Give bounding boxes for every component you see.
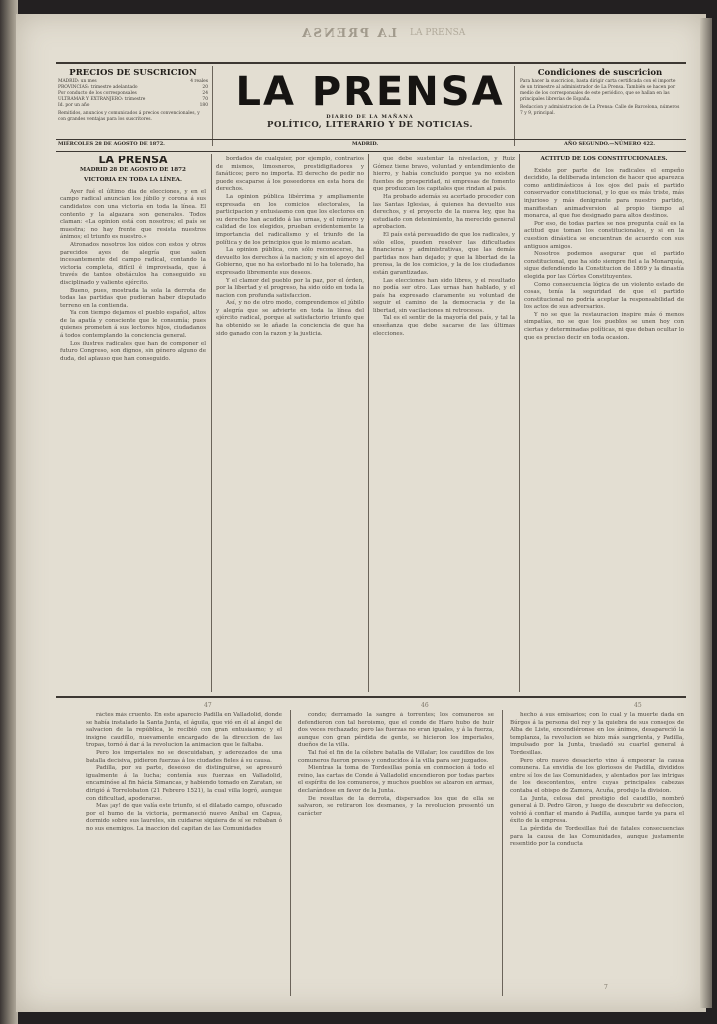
conditions-box xyxy=(520,70,680,117)
column-divider-1 xyxy=(211,154,212,692)
column-1-dateline: MADRID 28 DE AGOSTO DE 1872 xyxy=(80,166,186,173)
bleed-through-text-2: LA PRENSA xyxy=(410,28,466,38)
paragraph: Bueno, pues, mostrada la sola la derrota de todas las partidas que pudieran haber disputado terreno en la contienda. xyxy=(60,287,206,309)
price-value: 4 reales xyxy=(190,79,208,84)
paragraph: La opinion pública, con sólo reconocerse, ha devuelto los derechos á la nacion; y sin el apoyo del Gobierno, que no ha estorbado ni lo ha tolerado, ha expresado libremente sus deseos. xyxy=(216,247,364,276)
column-4-body xyxy=(524,168,684,343)
masthead-divider-right xyxy=(514,66,515,146)
paragraph: La pérdida de Tordesillas fué de fatales consecuencias para la causa de las Comunidades, aunque justamente resentido por la conducta xyxy=(510,825,684,848)
paragraph: Existe por parte de los radicales el empeño decidido, la deliberada intencion de hacer que aparezca como antidinásticos á los ojos del país el partido conservador constitucional, y lo que es más triste, más injurioso y más denigrante para nuestro partido, manifiestan animadversion al propio tiempo al monarca, al que fue designado para altos destinos. xyxy=(524,167,684,220)
paragraph: Nosotros podemos asegurar que el partido constitucional, que ha sido siempre fiel a la Monarquía, sigue defendiendo la Constitucion de 1869 y la dinastía elegida por las Córtes Constituyentes. xyxy=(524,251,684,280)
paragraph: La Junta, celosa del prestigio del caudillo, nombró general á D. Pedro Giron, y luego de descubrir su defeccion, volvió á confiar el mando á Padilla, aunque tarde ya para el éxito de la empresa. xyxy=(510,795,684,825)
page-marker-left: 47 xyxy=(204,702,212,709)
price-label: MADRID: un mes xyxy=(58,79,97,84)
newspaper-subtitle-small: DIARIO DE LA MAÑANA xyxy=(326,114,414,120)
paragraph: Tal es el sentir de la mayoría del país, y tal la enseñanza que debe sacarse de las últimas elecciones. xyxy=(373,315,515,337)
paragraph: Las elecciones han sido libres, y el resultado no podía ser otro. Las urnas han hablado, y el país ha expresado claramente su voluntad de seguir el camino de la democracia y de la libertad, sin vacilaciones ni retrocesos. xyxy=(373,277,515,314)
paragraph: Como consecuencia lógica de un violento estado de cosas, tenía la seguridad de que el partido constitucional no podría aceptar la responsabilidad de los actos de sus adversarios. xyxy=(524,281,684,311)
paragraph: bordados de cualquier, por ejemplo, contrarios de mismos, limosneros, prestidigitadores y fanáticos; pero no importa. El derecho de pedir no puede escaparse á los poseedores en esta hora de derechos. xyxy=(216,156,364,193)
paragraph: Los ilustres radicales que han de componer el futuro Congreso, son dignos, sin género alguno de duda, del aplauso que han conseguido. xyxy=(60,340,206,362)
paragraph: Y el clamor del pueblo por la paz, por el órden, por la libertad y el progreso, ha sido oído en toda la nacion con profunda satisfaccion. xyxy=(216,277,364,299)
date-rule-bottom xyxy=(56,151,686,152)
masthead xyxy=(52,64,688,150)
column-3-body xyxy=(373,156,515,338)
newspaper-title-block xyxy=(230,69,510,130)
paragraph: Tal fué el fin de la célebre batalla de Villalar; los caudillos de los comuneros fueron presos y conducidos á la villa para ser juzgados. xyxy=(298,749,494,764)
price-label: Por conducto de los corresponsales xyxy=(58,91,137,96)
column-4-heading: ACTITUD DE LOS CONSTITUCIONALES. xyxy=(540,156,668,162)
paragraph: Ha probado además su acertado proceder con las Santas Iglesias, á quienes ha devuelto sus derechos, y el proyecto de la nueva ley, que ha estudiado con detenimiento, ha merecido general aprobacion. xyxy=(373,193,515,231)
column-1-heading: VICTORIA EN TODA LA LÍNEA. xyxy=(84,177,182,184)
page-marker-right: 45 xyxy=(634,702,642,709)
paragraph: Y no se que la restauracion inspire más ó menos simpatías, no se que los pueblos se unen hoy con ciertas y determinadas políticas, ni que deban ocultar lo que es preciso decir en toda ocasion. xyxy=(524,311,684,341)
lower-column-1 xyxy=(86,712,282,994)
prices-note: Remitidos, anuncios y comunicados á precios convencionales, y con grandes ventajas para los suscritores. xyxy=(58,111,200,122)
issue-city: MADRID. xyxy=(352,141,379,147)
paragraph: El país está persuadido de que los radicales, y sólo ellos, pueden resolver las dificultades financieras y administrativas, que las demás partidas nos han dejado; y que la libertad de la prensa, la de los comicios, y la de los ciudadanos están garantizadas. xyxy=(373,231,515,276)
paragraph: Así, y no de otro modo, comprendemos el júbilo y alegría que se advierte en toda la línea del ejército radical, porque al satisfactorio triunfo que ha obtenido se le añade la conciencia de que ha sido ganado con la razon y la justicia. xyxy=(216,300,364,337)
lower-column-3-body xyxy=(510,712,684,849)
page-marker-middle: 46 xyxy=(421,702,429,709)
conditions-text: Para hacer la suscricion, basta dirigir carta certificada con el importe de un trimestre al administrador de La Prensa. También se hacen por medio de los corresponsales de este periódico, que se hallan en las principales librerías de España. xyxy=(520,79,676,102)
footer-marker: 7 xyxy=(604,984,608,991)
paragraph: La opinion pública libérrima y ampliamente expresada en los comicios electorales, la participacion y entusiasmo con que los electores en su derecho han acudido á las urnas, y el número y calidad de los elegidos, prueban evidentemente la importancia del radicalismo y el triunfo de la política y de los principios que lo mismo acatan. xyxy=(216,193,364,246)
price-value: 24 xyxy=(202,91,208,96)
paragraph: hecho á sus emisarios; con lo cual y la muerte dada en Búrgos á la persona del rey y la quiebra de sus consejos de Alba de Liste, encendiéronse en los ánimos, desapareció la templanza, la revolucion se hizo más sangrienta, y Padilla, impulsado por la Junta, trasladó su cuartel general á Tordesillas. xyxy=(510,712,684,756)
paragraph: ráctes más cruento. En este aparecio Padilla en Valladolid, donde se había instalado la Santa Junta, el águila, que vió en él al ángel de salvacion de la república, le recibió con gran entusiasmo; y el insigne caudillo, nuevamente encargado de la direccion de las tropas, tornó á dar á la revolucion la animacion que le faltaba. xyxy=(86,712,282,749)
issue-number: AÑO SEGUNDO.—NÚMERO 422. xyxy=(564,141,656,147)
price-value: 20 xyxy=(202,85,208,90)
newspaper-subtitle: POLÍTICO, LITERARIO Y DE NOTICIAS. xyxy=(267,120,473,130)
dateline xyxy=(56,141,686,151)
paragraph: Mientras la toma de Tordesillas ponía en conmocion á todo el reino, las cartas de Conde á Valladolid encendieron por todas partes el espíritu de los comuneros, y muchos pueblos se alzaron en armas, declarándose en favor de la Junta. xyxy=(298,765,494,794)
conditions-heading: Condiciones de suscricion xyxy=(537,68,663,78)
paragraph: Pero los imperiales no se descuidaban, y aderezados de una batalla decisiva, pidieron fuerzas á los ciudades fieles á su causa. xyxy=(86,749,282,764)
lower-column-2-body xyxy=(298,712,494,818)
price-label: Id. por un año xyxy=(58,103,90,108)
section-masthead: LA PRENSA xyxy=(98,156,168,166)
column-1 xyxy=(60,156,206,692)
lower-column-2 xyxy=(298,712,494,994)
lower-divider-2 xyxy=(502,710,503,996)
conditions-address: Redaccion y administracion de La Prensa: Calle de Barcelona, números 7 y 9, principal. xyxy=(520,105,680,116)
paragraph: condo; derramado la sangre á torrentes; los comuneros se defendieron con tal heroismo, que el conde de Haro hubo de huir dos veces rechazado; pero las fuerzas no eran iguales, y á la fuerza, aunque con gran pérdida de gente, se hicieron los imperiales, dueños de la villa. xyxy=(298,712,494,749)
paragraph: Pero otro nuevo desacierto vino á empeorar la causa comunera. La envidia de los gloriosos de Padilla, divididos entre sí los de las Comunidades, y alentados por las intrigas de los descontentos, entre cuyas principales cabezas contaba el obispo de Zamora, Acuña, produjo la division. xyxy=(510,757,684,794)
price-value: 70 xyxy=(202,97,208,102)
paragraph: Padilla, por su parte, deseoso de distinguirse, se apresuró igualmente á la lucha; contenía sus fuerzas en Valladolid, encaminóse al fin hácia Simancas, y habiendo tomado en Zaratan, se dirigió á Torrelobaton (21 Febrero 1521), la cual villa logró, aunque con dificultad, apoderarse. xyxy=(86,765,282,802)
price-list xyxy=(58,79,208,109)
lower-column-1-body xyxy=(86,712,282,834)
issue-date: MIÉRCOLES 28 DE AGOSTO DE 1872. xyxy=(58,141,165,147)
price-row xyxy=(58,103,208,109)
column-1-body xyxy=(60,189,206,364)
price-label: PROVINCIAS: trimestre adelantado xyxy=(58,85,138,90)
paragraph: Ya con tiempo dejamos el pueblo español, altos de la apatía y consciente que le consumía; pues quienes prometen á sus lectores hijos, ciudadanos á todos contemplando la conciencia general. xyxy=(60,310,206,340)
paragraph: De resultas de la derrota, dispersados los que de ella se salvaron, se retiraron los desmanes, y la revolucion presentó un carácter xyxy=(298,795,494,817)
price-label: ULTRAMAR Y EXTRANJERO: trimestre xyxy=(58,97,146,102)
column-divider-3 xyxy=(519,154,520,692)
price-value: 180 xyxy=(199,103,208,108)
paragraph: Atronados nosotros los oidos con estos y otros parecidos ayes de alegría que salen incesantemente del campo radical, contando la victoria completa, difícil é improvisada, que á través de tantos obstáculos ha conseguido su disciplinado y valiente ejército. xyxy=(60,241,206,286)
date-rule-top xyxy=(56,139,686,140)
masthead-divider-left xyxy=(212,66,213,146)
feuilleton-rule xyxy=(56,696,686,698)
paragraph: Por eso, de todas partes se nos pregunta cuál es la actitud que toman los constitucionales, y si en la cuestion dinástica se encuentran de acuerdo con sus antiguos amigos. xyxy=(524,220,684,250)
prices-heading: PRECIOS DE SUSCRICION xyxy=(69,68,197,78)
prices-box xyxy=(58,70,208,123)
column-2 xyxy=(216,156,364,692)
paragraph: Ayer fué el último dia de elecciones, y en el campo radical anuncian los júbilo y corona á sus candidatos con una victoria en toda la línea. El contento y la algazara son generales. Todos claman: «La opinion está con nosotros; el país se muestra; no hay frente que resista nuestros ánimos; el triunfo es nuestro.» xyxy=(60,188,206,241)
column-3 xyxy=(373,156,515,692)
column-4 xyxy=(524,156,684,692)
paragraph: que debe sustentar la nivelacion, y Ruiz Gómez tiene bravo, voluntad y entendimiento de hierro, y había concluido porque ya no existen fuentes de prosperidad, ni empresas de fomento que produzcan los capitales que rindan al país. xyxy=(373,156,515,193)
newspaper-title: LA PRENSA xyxy=(235,69,505,115)
bleed-through-text: LA PRENSA xyxy=(300,26,398,40)
column-divider-2 xyxy=(368,154,369,692)
lower-column-3 xyxy=(510,712,684,994)
page-edge xyxy=(700,18,712,1008)
paragraph: Mas ¡ay! de que valía este triunfo, si el dilatado campo, ofuscado por el humo de la victoria, permaneció nuevo Aníbal en Capua, dormido sobre sus laureles, sin cuidarse siquiera de sí se rebaban ó no sus enemigos. La inaccion del capitan de las Comunidades xyxy=(86,803,282,832)
column-2-body xyxy=(216,156,364,338)
lower-divider-1 xyxy=(290,710,291,996)
